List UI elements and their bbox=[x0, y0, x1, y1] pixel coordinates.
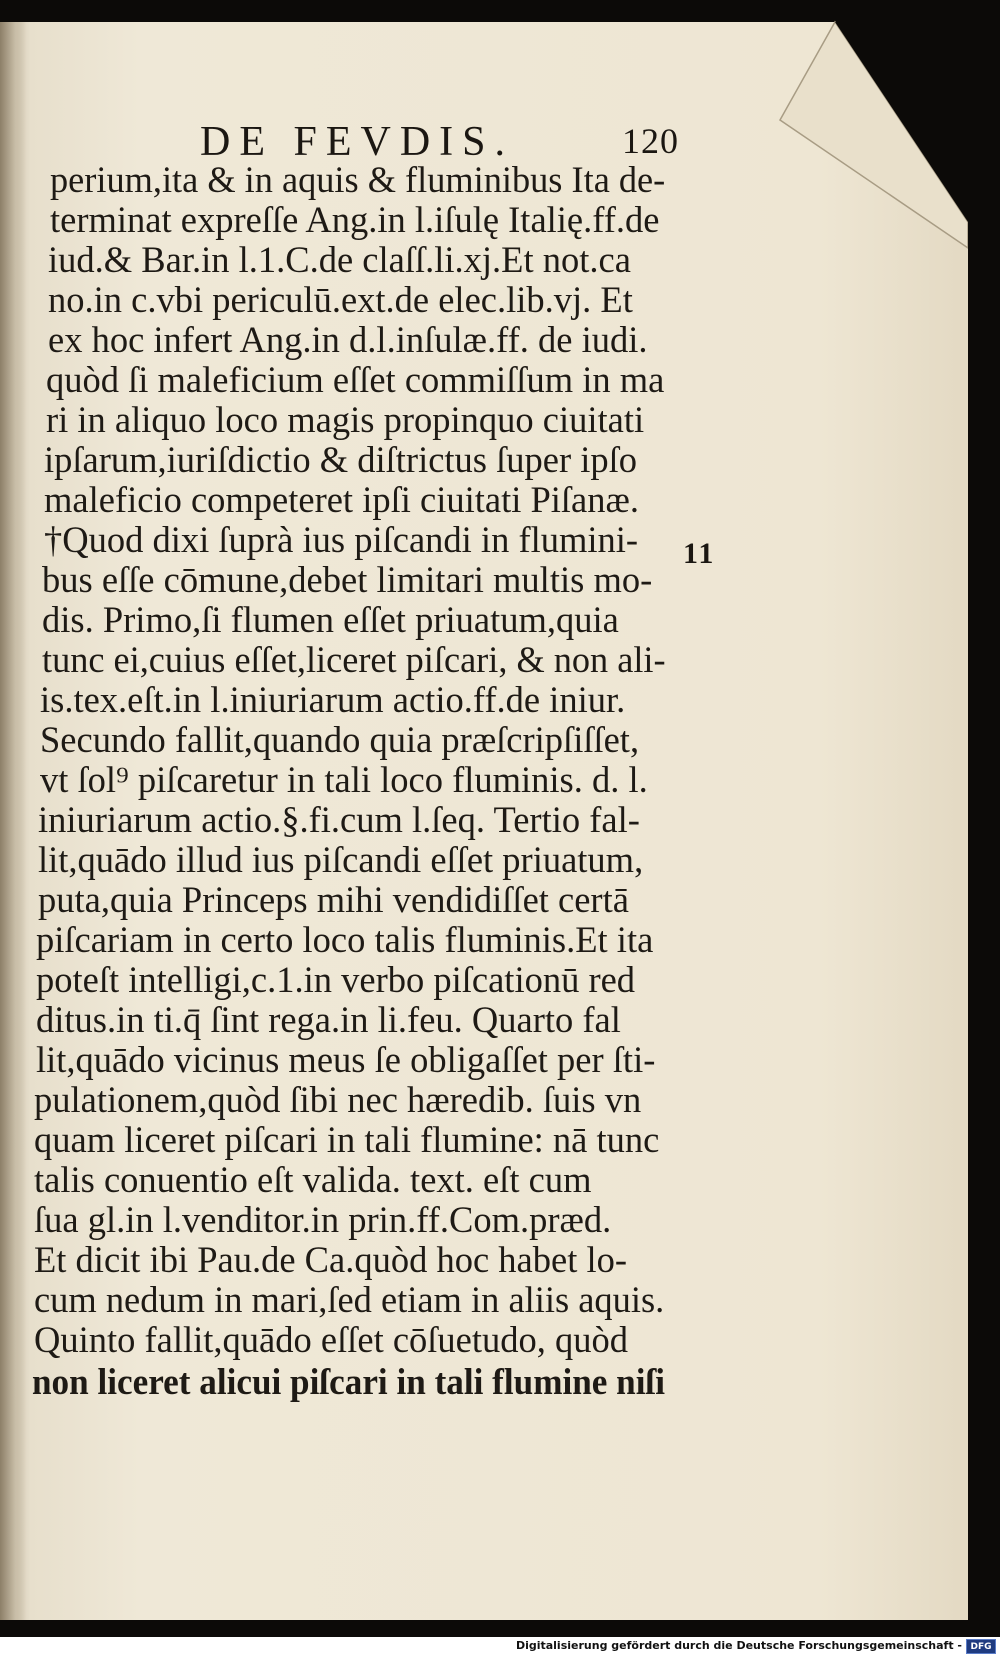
text-line: bus eſſe cōmune,debet limitari multis mo- bbox=[42, 559, 653, 600]
text-line: lit,quādo illud ius piſcandi eſſet priuatum, bbox=[38, 839, 644, 880]
text-line: is.tex.eſt.in l.iniuriarum actio.ff.de iniur. bbox=[40, 679, 626, 720]
text-line: Et dicit ibi Pau.de Ca.quòd hoc habet lo- bbox=[34, 1239, 628, 1280]
marginal-section-number: 11 bbox=[683, 537, 716, 570]
funding-credit: Digitalisierung gefördert durch die Deutsche Forschungsgemeinschaft - bbox=[515, 1639, 962, 1652]
text-line: quòd ſi maleficium eſſet commiſſum in ma bbox=[46, 359, 665, 400]
text-line: lit,quādo vicinus meus ſe obligaſſet per ſti- bbox=[36, 1039, 656, 1080]
text-line: quam liceret piſcari in tali flumine: nā tunc bbox=[34, 1119, 660, 1160]
text-line: piſcariam in certo loco talis fluminis.Et ita bbox=[36, 919, 654, 960]
text-line: maleficio competeret ipſi ciuitati Piſanæ. bbox=[44, 479, 639, 520]
text-line: no.in c.vbi periculū.ext.de elec.lib.vj. Et bbox=[48, 279, 633, 320]
text-line: tunc ei,cuius eſſet,liceret piſcari, & non ali- bbox=[42, 639, 666, 680]
text-line: terminat expreſſe Ang.in l.iſulę Italię.ff.de bbox=[50, 199, 660, 240]
text-line: perium,ita & in aquis & fluminibus Ita de- bbox=[50, 159, 666, 200]
text-line: dis. Primo,ſi flumen eſſet priuatum,quia bbox=[42, 599, 619, 640]
text-line: Secundo fallit,quando quia præſcripſiſſet, bbox=[40, 719, 640, 760]
text-line: ditus.in ti.q̄ ſint rega.in li.feu. Quarto fal bbox=[36, 999, 621, 1040]
text-line: †Quod dixi ſuprà ius piſcandi in flumini- bbox=[44, 519, 639, 560]
text-line: Quinto fallit,quādo eſſet cōſuetudo, quòd bbox=[34, 1319, 629, 1360]
text-line: non liceret alicui piſcari in tali flumine niſi bbox=[32, 1361, 666, 1402]
text-line: ſua gl.in l.venditor.in prin.ff.Com.præd. bbox=[34, 1199, 612, 1240]
text-line: iud.& Bar.in l.1.C.de claſſ.li.xj.Et not.ca bbox=[48, 239, 631, 280]
digitization-footer bbox=[0, 1637, 1000, 1657]
text-line: iniuriarum actio.§.fi.cum l.ſeq. Tertio fal- bbox=[38, 799, 640, 840]
text-line: vt ſol⁹ piſcaretur in tali loco fluminis. d. l. bbox=[40, 759, 648, 800]
text-line: ex hoc infert Ang.in d.l.inſulæ.ff. de iudi. bbox=[48, 319, 648, 360]
running-title: DE FEVDIS. bbox=[200, 119, 515, 165]
text-line: ipſarum,iuriſdictio & diſtrictus ſuper ipſo bbox=[44, 439, 638, 480]
text-line: talis conuentio eſt valida. text. eſt cum bbox=[34, 1159, 592, 1200]
text-line: ri in aliquo loco magis propinquo ciuitati bbox=[46, 399, 645, 440]
page-number: 120 bbox=[622, 121, 679, 161]
text-line: puta,quia Princeps mihi vendidiſſet certā bbox=[38, 879, 629, 920]
text-line: pulationem,quòd ſibi nec hæredib. ſuis vn bbox=[34, 1079, 642, 1120]
dfg-logo: DFG bbox=[966, 1639, 996, 1654]
text-line: poteſt intelligi,c.1.in verbo piſcationū red bbox=[36, 959, 636, 1000]
text-line: cum nedum in mari,ſed etiam in aliis aquis. bbox=[34, 1279, 665, 1320]
